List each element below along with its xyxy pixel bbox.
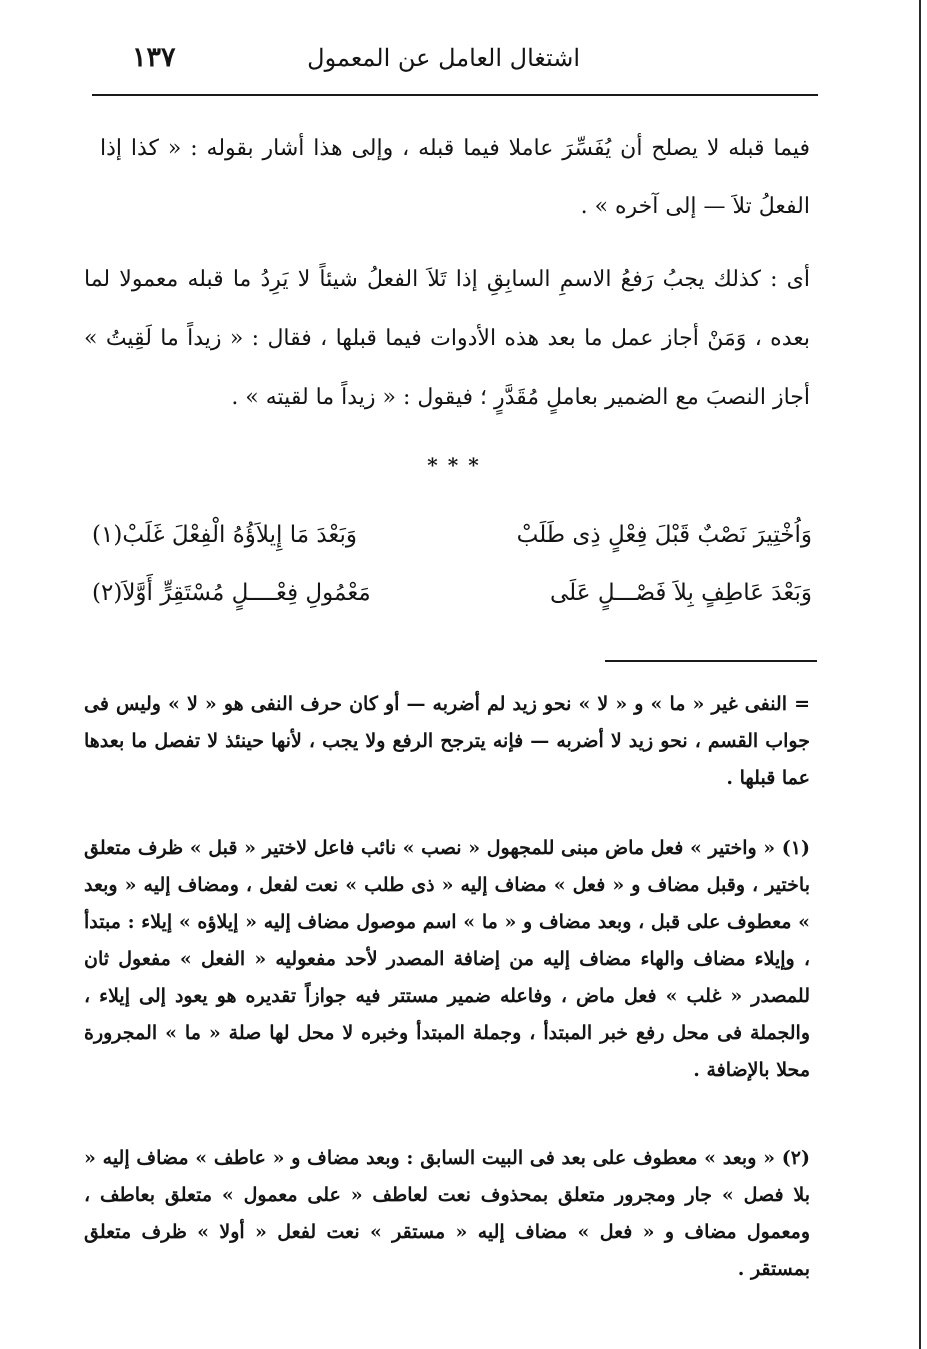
- running-title: اشتغال العامل عن المعمول: [307, 44, 580, 72]
- section-separator: ***: [427, 453, 489, 477]
- verse-2-second-half: مَعْمُولِ فِعْــــلٍ مُسْتَقِرٍّ أَوَّلاَ(٢): [92, 580, 371, 606]
- body-paragraph-1: فيما قبله لا يصلح أن يُفَسِّرَ عاملا فيما قبله ، وإلى هذا أشار بقوله : « كذا إذا الفعلُ تلاَ — إلى آخره » .: [100, 136, 810, 219]
- page-edge-line: [919, 0, 921, 1349]
- verse-2-first-half: وَبَعْدَ عَاطِفٍ بِلاَ فَصْـــلٍ عَلَى: [550, 580, 812, 606]
- footnote-divider: [605, 660, 817, 662]
- footnote-2: (٢) « وبعد » معطوف على بعد فى البيت السابق : وبعد مضاف و « عاطف » مضاف إليه « بلا فصل » جار ومجرور متعلق بمحذوف نعت لعاطف « على معمول » متعلق بعاطف ، ومعمول مضاف و « فعل » مضاف إليه « مستقر » نعت لفعل « أولا » ظرف متعلق بمستقر .: [84, 1147, 810, 1280]
- footnote-1: (١) « واختير » فعل ماض مبنى للمجهول « نصب » نائب فاعل لاختير « قبل » ظرف متعلق باختير ، وقبل مضاف و « فعل » مضاف إليه « ذى طلب » نعت لفعل ، ومضاف إليه « وبعد » معطوف على قبل ، وبعد مضاف و « ما » اسم موصول مضاف إليه « إيلاؤه » إيلاء : مبتدأ ، وإيلاء مضاف والهاء مضاف إليه من إضافة المصدر لأحد مفعوليه « الفعل » مفعول ثان للمصدر « غلب » فعل ماض ، وفاعله ضمير مستتر فيه جوازاً تقديره هو يعود إلى إيلاء ، والجملة فى محل رفع خبر المبتدأ ، وجملة المبتدأ وخبره لا محل لها صلة « ما » المجرورة محلا بالإضافة .: [84, 837, 810, 1081]
- verse-1-first-half: وَاُخْتِيرَ نَصْبٌ قَبْلَ فِعْلٍ ذِى طَلَبْ: [516, 522, 812, 548]
- verse-1-second-half: وَبَعْدَ مَا إِيلاَؤُهُ الْفِعْلَ غَلَبْ(١): [92, 522, 358, 548]
- body-paragraph-2: أى : كذلك يجبُ رَفعُ الاسمِ السابِقِ إذا تَلاَ الفعلُ شيئاً لا يَرِدُ ما قبله معمولا لما بعده ، وَمَنْ أجاز عمل ما بعد هذه الأدوات فيما قبلها ، فقال : « زيداً ما لَقِيتُ » أجاز النصبَ مع الضمير بعاملٍ مُقَدَّرٍ ؛ فيقول : « زيداً ما لقيته » .: [84, 267, 810, 410]
- verse-line-2: [92, 580, 812, 628]
- page-header: [92, 40, 818, 96]
- footnote-continuation: = النفى غير « ما » و « لا » نحو زيد لم أضربه — أو كان حرف النفى هو « لا » وليس فى جواب القسم ، نحو زيد لا أضربه — فإنه يترجح الرفع ولا يجب ، لأنها حينئذ لا تفصل ما بعدها عما قبلها .: [84, 693, 810, 789]
- page-number: ١٣٧: [132, 42, 176, 73]
- verse-line-1: [92, 522, 812, 570]
